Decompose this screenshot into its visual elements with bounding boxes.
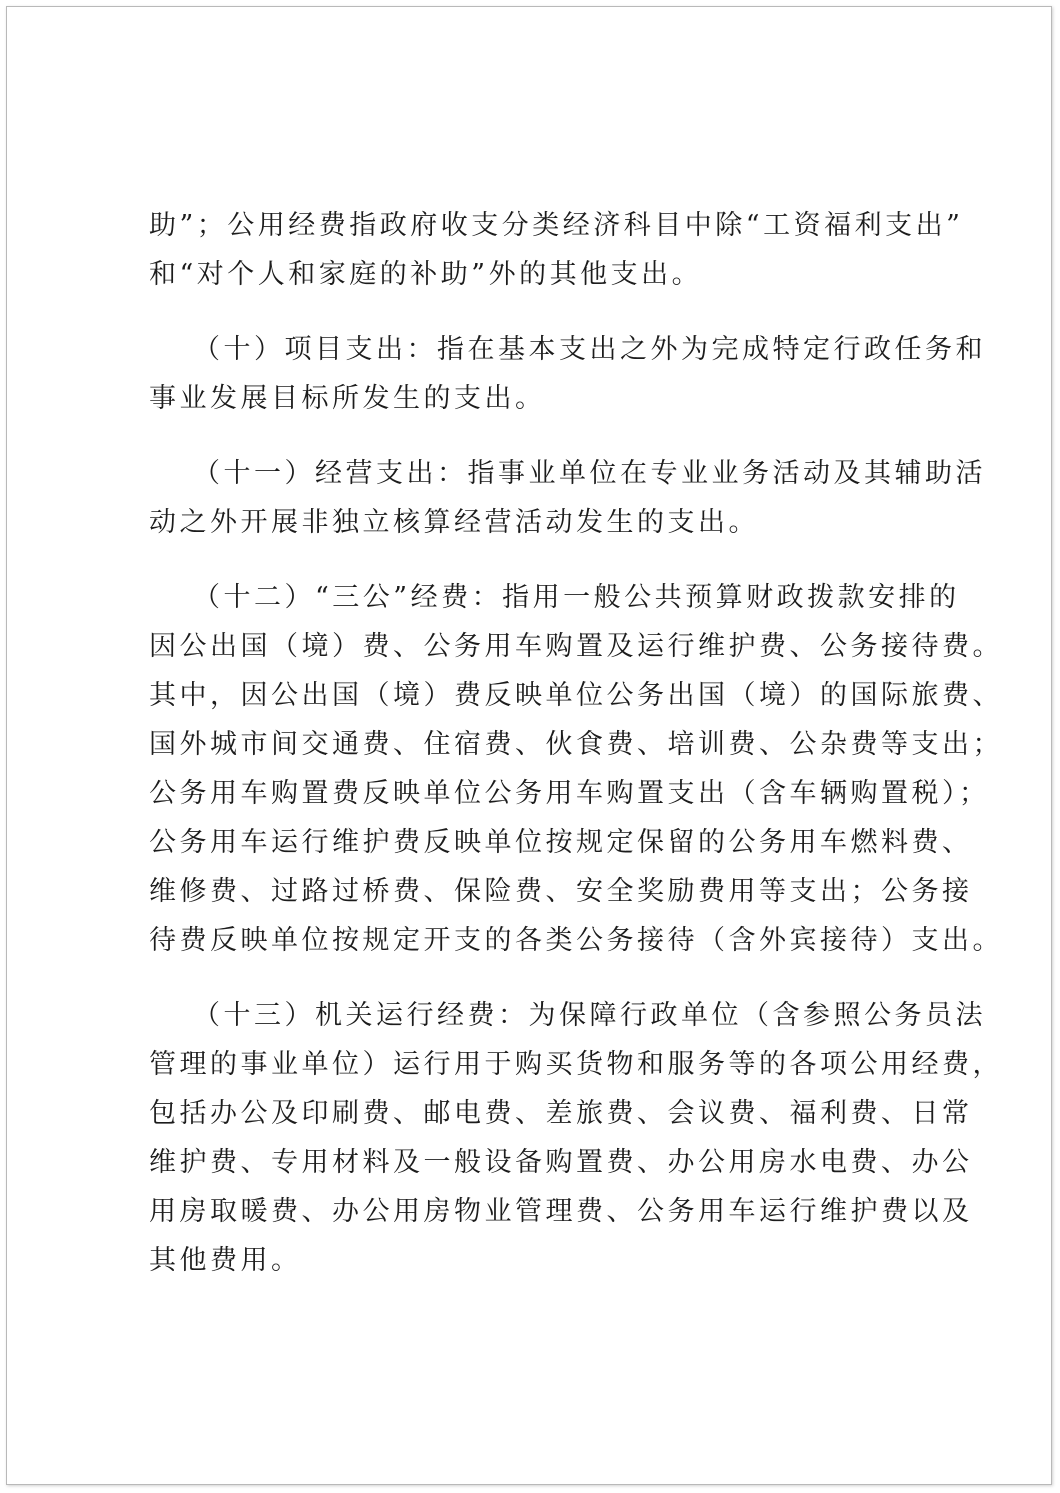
document-body	[149, 201, 1003, 1285]
text-line: 其中，因公出国（境）费反映单位公务出国（境）的国际旅费、	[149, 680, 1003, 711]
text-line: 动之外开展非独立核算经营活动发生的支出。	[149, 507, 759, 538]
paragraph-agency-operating-funds	[149, 991, 1003, 1285]
text-line: 待费反映单位按规定开支的各类公务接待（含外宾接待）支出。	[149, 925, 1003, 956]
document-page	[6, 6, 1052, 1485]
text-line: 公务用车购置费反映单位公务用车购置支出（含车辆购置税）；	[149, 778, 990, 809]
text-line: （十）项目支出：指在基本支出之外为完成特定行政任务和	[193, 334, 986, 365]
paragraph-project-expenditure	[149, 325, 986, 423]
text-line: （十一）经营支出：指事业单位在专业业务活动及其辅助活	[193, 458, 986, 489]
text-line: （十三）机关运行经费：为保障行政单位（含参照公务员法	[193, 1000, 986, 1031]
text-line: （十二）“三公”经费：指用一般公共预算财政拨款安排的	[193, 582, 960, 613]
text-line: 事业发展目标所发生的支出。	[149, 383, 546, 414]
paragraph-three-public-funds	[149, 573, 1003, 965]
text-line: 包括办公及印刷费、邮电费、差旅费、会议费、福利费、日常	[149, 1098, 973, 1129]
text-line: 维护费、专用材料及一般设备购置费、办公用房水电费、办公	[149, 1147, 973, 1178]
text-line: 和“对个人和家庭的补助”外的其他支出。	[149, 259, 703, 290]
text-line: 国外城市间交通费、住宿费、伙食费、培训费、公杂费等支出；	[149, 729, 1003, 760]
text-line: 管理的事业单位）运行用于购买货物和服务等的各项公用经费，	[149, 1049, 1003, 1080]
paragraph-operating-expenditure	[149, 449, 986, 547]
text-line: 因公出国（境）费、公务用车购置及运行维护费、公务接待费。	[149, 631, 1003, 662]
text-line: 助”；公用经费指政府收支分类经济科目中除“工资福利支出”	[149, 210, 964, 241]
paragraph-public-funds-continued	[149, 201, 964, 299]
text-line: 公务用车运行维护费反映单位按规定保留的公务用车燃料费、	[149, 827, 973, 858]
text-line: 用房取暖费、办公用房物业管理费、公务用车运行维护费以及	[149, 1196, 973, 1227]
text-line: 维修费、过路过桥费、保险费、安全奖励费用等支出；公务接	[149, 876, 973, 907]
text-line: 其他费用。	[149, 1245, 302, 1276]
